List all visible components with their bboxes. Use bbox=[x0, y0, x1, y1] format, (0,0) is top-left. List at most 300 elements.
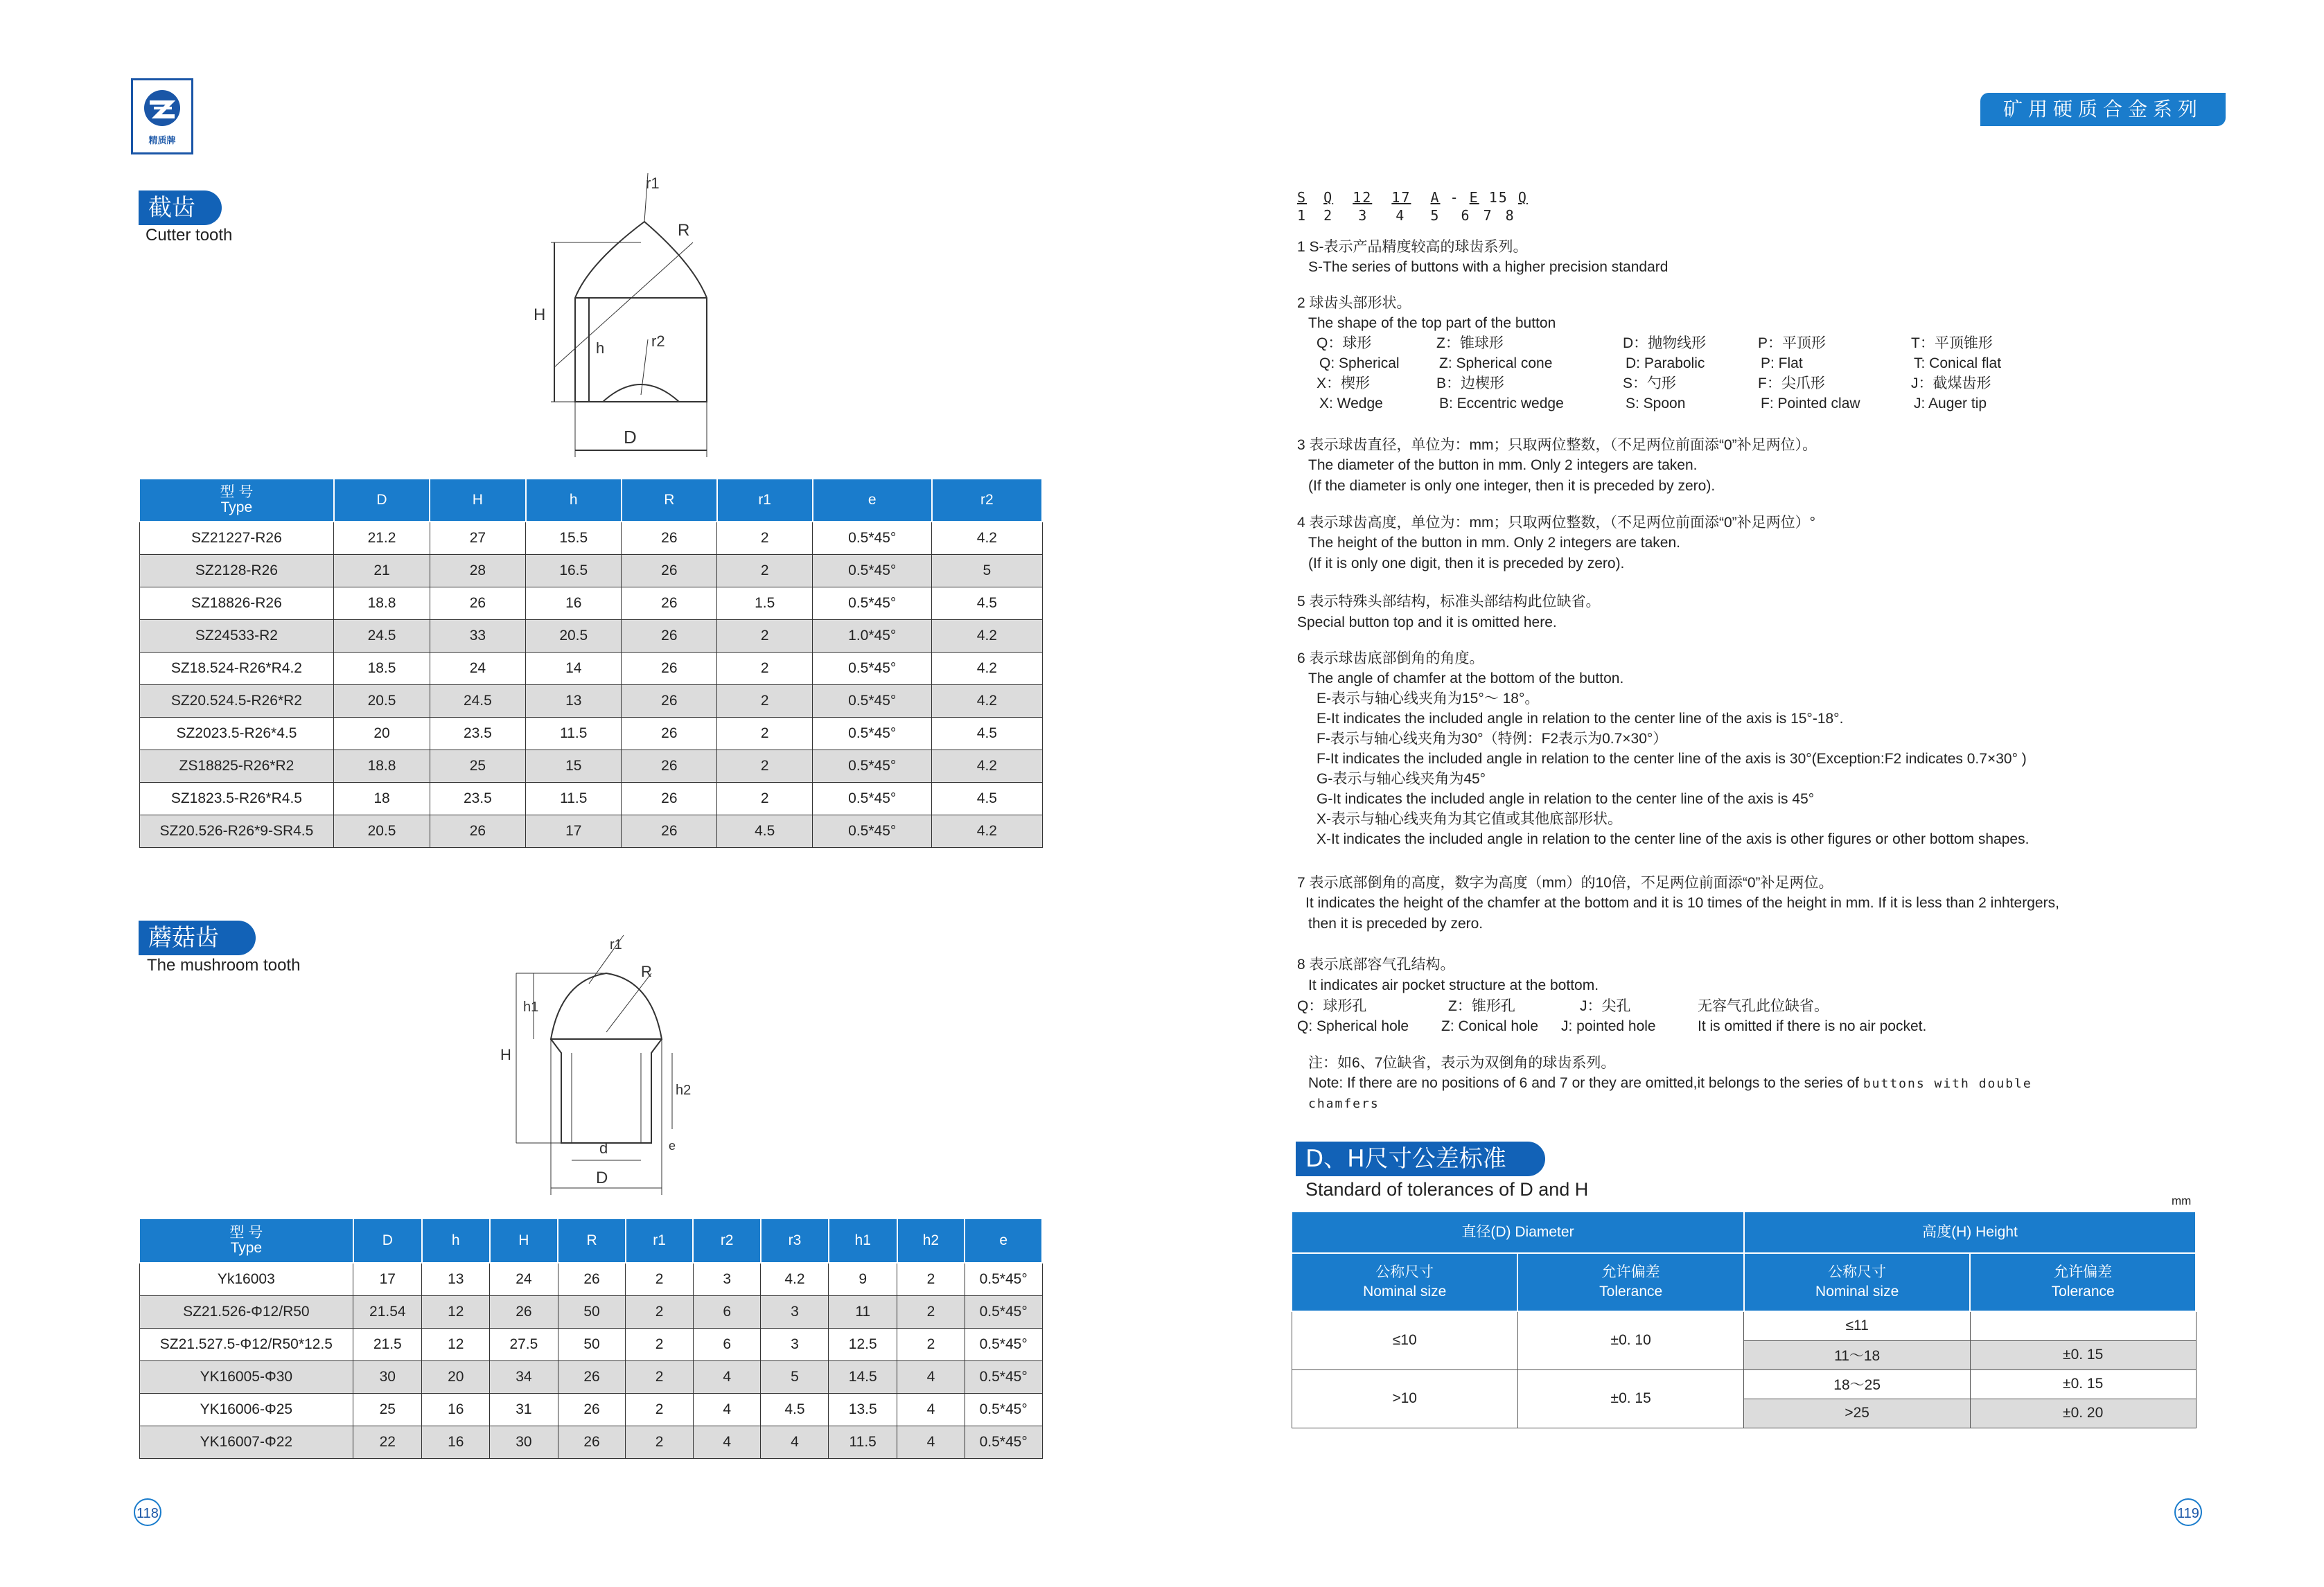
value-cell: 20.5 bbox=[334, 815, 430, 847]
value-cell: 11 bbox=[829, 1295, 897, 1328]
value-cell: 20 bbox=[334, 717, 430, 750]
value-cell: 2 bbox=[897, 1328, 965, 1360]
value-cell: 6 bbox=[693, 1328, 761, 1360]
value-cell: 26 bbox=[558, 1360, 626, 1393]
value-cell: 20.5 bbox=[526, 619, 622, 652]
code-letter-4: 17 bbox=[1391, 189, 1411, 206]
code-digit-2: 2 bbox=[1323, 207, 1334, 224]
table-row bbox=[139, 652, 1042, 684]
note-2-en: The shape of the top part of the button bbox=[1308, 315, 1556, 331]
tol-header-diameter: 直径(D) Diameter bbox=[1292, 1212, 1744, 1253]
value-cell: 4 bbox=[693, 1426, 761, 1458]
mushroom-header-R: R bbox=[558, 1218, 626, 1263]
value-cell: 16.5 bbox=[526, 554, 622, 587]
value-cell: 26 bbox=[490, 1295, 558, 1328]
cutter-label-D: D bbox=[624, 427, 637, 447]
value-cell: 14 bbox=[526, 652, 622, 684]
tol-d-nominal-1: ≤10 bbox=[1292, 1311, 1517, 1369]
type-cell: SZ24533-R2 bbox=[139, 619, 334, 652]
value-cell: 0.5*45° bbox=[965, 1393, 1042, 1426]
table-row bbox=[139, 1393, 1042, 1426]
shape-entry: J: Auger tip bbox=[1914, 396, 1987, 411]
note-remark-en1-text: Note: If there are no positions of 6 and 7 or they are omitted,it belongs to the series of bbox=[1308, 1075, 1859, 1091]
value-cell: 4.5 bbox=[932, 587, 1042, 619]
value-cell: 25 bbox=[430, 750, 525, 782]
value-cell: 2 bbox=[717, 652, 813, 684]
value-cell: 0.5*45° bbox=[813, 684, 932, 717]
value-cell: 0.5*45° bbox=[813, 782, 932, 815]
value-cell: 5 bbox=[761, 1360, 829, 1393]
tol-sub-h-nominal bbox=[1744, 1253, 1970, 1311]
value-cell: 0.5*45° bbox=[965, 1295, 1042, 1328]
value-cell: 17 bbox=[526, 815, 622, 847]
value-cell: 26 bbox=[622, 815, 717, 847]
code-digit-6: 6 bbox=[1461, 207, 1471, 224]
mushroom-label-D: D bbox=[596, 1169, 608, 1187]
hole-q-cn: Q：球形孔 bbox=[1297, 998, 1367, 1014]
value-cell: 2 bbox=[626, 1393, 694, 1426]
mushroom-header-D: D bbox=[353, 1218, 422, 1263]
shape-entry: D: Parabolic bbox=[1626, 355, 1705, 371]
value-cell: 0.5*45° bbox=[965, 1328, 1042, 1360]
tol-h-tolerance-2: ±0. 15 bbox=[1970, 1340, 2196, 1369]
value-cell: 18.5 bbox=[334, 652, 430, 684]
value-cell: 0.5*45° bbox=[813, 815, 932, 847]
tol-sub-h-tolerance-en: Tolerance bbox=[2051, 1284, 2115, 1300]
value-cell: 13 bbox=[526, 684, 622, 717]
value-cell: 3 bbox=[761, 1328, 829, 1360]
note-6-f-en: F-It indicates the included angle in relation to the center line of the axis is 30°(Exception:F2 indicates 0.7×30° ) bbox=[1317, 751, 2027, 767]
brand-logo bbox=[131, 78, 193, 154]
value-cell: 18.8 bbox=[334, 750, 430, 782]
page-number-right: 119 bbox=[2174, 1498, 2202, 1526]
mushroom-header-e: e bbox=[965, 1218, 1042, 1263]
value-cell: 28 bbox=[430, 554, 525, 587]
value-cell: 21.5 bbox=[353, 1328, 422, 1360]
tol-sub-d-tolerance bbox=[1517, 1253, 1744, 1311]
hole-j-cn: J：尖孔 bbox=[1580, 998, 1631, 1014]
mushroom-section-tab: 蘑菇齿 bbox=[139, 921, 256, 955]
value-cell: 12 bbox=[422, 1328, 490, 1360]
value-cell: 4 bbox=[693, 1393, 761, 1426]
mushroom-label-H: H bbox=[500, 1046, 511, 1063]
product-code-digits bbox=[1297, 206, 1515, 224]
tolerance-unit: mm bbox=[2172, 1194, 2192, 1207]
value-cell: 26 bbox=[622, 684, 717, 717]
value-cell: 3 bbox=[693, 1263, 761, 1295]
code-letter-2: Q bbox=[1323, 189, 1334, 206]
tol-sub-h-tolerance-cn: 允许偏差 bbox=[2054, 1264, 2113, 1280]
value-cell: 0.5*45° bbox=[813, 587, 932, 619]
value-cell: 4 bbox=[761, 1426, 829, 1458]
tol-sub-h-tolerance bbox=[1970, 1253, 2196, 1311]
value-cell: 27.5 bbox=[490, 1328, 558, 1360]
type-cell: SZ20.524.5-R26*R2 bbox=[139, 684, 334, 717]
note-7-en2: then it is preceded by zero. bbox=[1308, 916, 1484, 932]
shape-entry: S: Spoon bbox=[1626, 396, 1686, 411]
value-cell: 27 bbox=[430, 522, 525, 554]
tol-sub-d-nominal-en: Nominal size bbox=[1363, 1284, 1447, 1300]
value-cell: 4.5 bbox=[932, 782, 1042, 815]
value-cell: 0.5*45° bbox=[813, 750, 932, 782]
cutter-header-H: H bbox=[430, 479, 525, 522]
value-cell: 13.5 bbox=[829, 1393, 897, 1426]
value-cell: 26 bbox=[622, 554, 717, 587]
value-cell: 20 bbox=[422, 1360, 490, 1393]
type-cell: SZ1823.5-R26*R4.5 bbox=[139, 782, 334, 815]
value-cell: 2 bbox=[717, 782, 813, 815]
value-cell: 26 bbox=[622, 652, 717, 684]
value-cell: 0.5*45° bbox=[965, 1360, 1042, 1393]
mushroom-label-h1: h1 bbox=[523, 1000, 539, 1015]
shape-entry: X: Wedge bbox=[1319, 396, 1383, 411]
note-6-en: The angle of chamfer at the bottom of the button. bbox=[1308, 671, 1624, 686]
type-cell: SZ21.526-Φ12/R50 bbox=[139, 1295, 353, 1328]
tolerance-table bbox=[1291, 1211, 2197, 1428]
tol-sub-d-tolerance-cn: 允许偏差 bbox=[1601, 1264, 1660, 1280]
table-row bbox=[139, 717, 1042, 750]
code-letter-8: Q bbox=[1517, 189, 1528, 206]
shape-entry: Q：球形 bbox=[1317, 335, 1372, 351]
tolerance-section-tab: D、H尺寸公差标准 bbox=[1296, 1142, 1545, 1176]
tol-h-tolerance-4: ±0. 20 bbox=[1970, 1399, 2196, 1428]
page-number-left: 118 bbox=[134, 1498, 161, 1526]
value-cell: 30 bbox=[353, 1360, 422, 1393]
value-cell: 18.8 bbox=[334, 587, 430, 619]
note-6-e-en: E-It indicates the included angle in relation to the center line of the axis is 15°-18°. bbox=[1317, 711, 1844, 727]
value-cell: 50 bbox=[558, 1328, 626, 1360]
shape-entry: J：截煤齿形 bbox=[1911, 375, 1991, 391]
tol-d-tolerance-2: ±0. 15 bbox=[1517, 1369, 1744, 1428]
table-row bbox=[139, 684, 1042, 717]
type-cell: YK16005-Φ30 bbox=[139, 1360, 353, 1393]
table-row bbox=[139, 1328, 1042, 1360]
code-digit-8: 8 bbox=[1505, 207, 1515, 224]
type-cell: SZ18826-R26 bbox=[139, 587, 334, 619]
type-cell: SZ2023.5-R26*4.5 bbox=[139, 717, 334, 750]
logo-caption: 精质牌 bbox=[148, 135, 176, 145]
shape-entry: Z: Spherical cone bbox=[1439, 355, 1553, 371]
code-letter-6: E bbox=[1469, 189, 1479, 206]
type-cell: Yk16003 bbox=[139, 1263, 353, 1295]
cutter-label-R: R bbox=[678, 221, 690, 240]
tol-h-tolerance-1 bbox=[1970, 1311, 2196, 1340]
shape-entry: B：边楔形 bbox=[1436, 375, 1505, 391]
mushroom-header-h2: h2 bbox=[897, 1218, 965, 1263]
note-4-en1: The height of the button in mm. Only 2 integers are taken. bbox=[1308, 535, 1680, 551]
mushroom-header-r2: r2 bbox=[693, 1218, 761, 1263]
value-cell: 26 bbox=[430, 815, 525, 847]
value-cell: 4 bbox=[693, 1360, 761, 1393]
cutter-header-type-en: Type bbox=[220, 499, 253, 515]
value-cell: 26 bbox=[622, 717, 717, 750]
value-cell: 14.5 bbox=[829, 1360, 897, 1393]
note-6-x-cn: X-表示与轴心线夹角为其它值或其他底部形状。 bbox=[1317, 811, 1622, 827]
note-4-cn: 4 表示球齿高度，单位为：mm；只取两位整数，（不足两位前面添“0”补足两位）° bbox=[1297, 515, 1816, 531]
tol-h-nominal-2: 11～18 bbox=[1744, 1340, 1970, 1369]
value-cell: 16 bbox=[422, 1393, 490, 1426]
note-7-cn: 7 表示底部倒角的高度，数字为高度（mm）的10倍，不足两位前面添“0”补足两位。 bbox=[1297, 875, 1833, 891]
tol-h-nominal-4: >25 bbox=[1744, 1399, 1970, 1428]
note-remark-en2: chamfers bbox=[1308, 1097, 1380, 1111]
value-cell: 2 bbox=[717, 750, 813, 782]
code-digit-3: 3 bbox=[1358, 207, 1368, 224]
value-cell: 16 bbox=[526, 587, 622, 619]
mushroom-header-h: h bbox=[422, 1218, 490, 1263]
code-digit-1: 1 bbox=[1297, 207, 1308, 224]
type-cell: ZS18825-R26*R2 bbox=[139, 750, 334, 782]
value-cell: 24.5 bbox=[334, 619, 430, 652]
tol-h-tolerance-3: ±0. 15 bbox=[1970, 1369, 2196, 1399]
note-1-cn: 1 S-表示产品精度较高的球齿系列。 bbox=[1297, 239, 1528, 255]
value-cell: 26 bbox=[558, 1393, 626, 1426]
type-cell: YK16006-Φ25 bbox=[139, 1393, 353, 1426]
value-cell: 24 bbox=[490, 1263, 558, 1295]
note-3-cn: 3 表示球齿直径，单位为：mm；只取两位整数，（不足两位前面添“0”补足两位）。 bbox=[1297, 437, 1817, 453]
cutter-spec-table bbox=[139, 478, 1043, 848]
note-3-en2: (If the diameter is only one integer, then it is preceded by zero). bbox=[1308, 478, 1716, 494]
cutter-label-r1: r1 bbox=[646, 175, 660, 192]
code-digit-7: 7 bbox=[1483, 207, 1493, 224]
value-cell: 4.2 bbox=[761, 1263, 829, 1295]
value-cell: 34 bbox=[490, 1360, 558, 1393]
type-cell: SZ21227-R26 bbox=[139, 522, 334, 554]
value-cell: 0.5*45° bbox=[965, 1426, 1042, 1458]
cutter-header-r1: r1 bbox=[717, 479, 813, 522]
cutter-section-tab: 截齿 bbox=[139, 190, 222, 225]
value-cell: 26 bbox=[622, 782, 717, 815]
value-cell: 4.2 bbox=[932, 619, 1042, 652]
note-5-en: Special button top and it is omitted here. bbox=[1297, 614, 1557, 630]
value-cell: 21.2 bbox=[334, 522, 430, 554]
note-8-cn: 8 表示底部容气孔结构。 bbox=[1297, 957, 1455, 973]
type-cell: SZ20.526-R26*9-SR4.5 bbox=[139, 815, 334, 847]
value-cell: 3 bbox=[761, 1295, 829, 1328]
value-cell: 11.5 bbox=[829, 1426, 897, 1458]
value-cell: 15.5 bbox=[526, 522, 622, 554]
table-row bbox=[139, 815, 1042, 847]
hole-z-en: Z: Conical hole bbox=[1441, 1018, 1539, 1034]
note-7-en1: It indicates the height of the chamfer at the bottom and it is 10 times of the height in mm. If it is less than 2 inhtergers, bbox=[1305, 895, 2059, 911]
code-letter-dash: - bbox=[1450, 189, 1460, 206]
hole-z-cn: Z：锥形孔 bbox=[1448, 998, 1515, 1014]
tol-sub-h-nominal-en: Nominal size bbox=[1815, 1284, 1899, 1300]
cutter-tooth-diagram bbox=[485, 159, 721, 464]
logo-mark-icon bbox=[140, 87, 184, 129]
type-cell: SZ21.527.5-Φ12/R50*12.5 bbox=[139, 1328, 353, 1360]
cutter-header-R: R bbox=[622, 479, 717, 522]
shape-entry: S：勺形 bbox=[1623, 375, 1677, 391]
table-row bbox=[139, 1295, 1042, 1328]
value-cell: 11.5 bbox=[526, 717, 622, 750]
value-cell: 0.5*45° bbox=[813, 652, 932, 684]
value-cell: 2 bbox=[626, 1295, 694, 1328]
value-cell: 5 bbox=[932, 554, 1042, 587]
value-cell: 4.2 bbox=[932, 684, 1042, 717]
value-cell: 2 bbox=[897, 1263, 965, 1295]
cutter-header-r2: r2 bbox=[932, 479, 1042, 522]
table-row bbox=[139, 1426, 1042, 1458]
hole-q-en: Q: Spherical hole bbox=[1297, 1018, 1409, 1034]
note-6-g-cn: G-表示与轴心线夹角为45° bbox=[1317, 771, 1486, 787]
mushroom-label-d: d bbox=[599, 1140, 608, 1157]
note-1-en: S-The series of buttons with a higher precision standard bbox=[1308, 259, 1669, 275]
note-6-f-cn: F-表示与轴心线夹角为30°（特例：F2表示为0.7×30°） bbox=[1317, 731, 1668, 747]
value-cell: 23.5 bbox=[430, 782, 525, 815]
value-cell: 18 bbox=[334, 782, 430, 815]
value-cell: 26 bbox=[558, 1263, 626, 1295]
mushroom-header-r3: r3 bbox=[761, 1218, 829, 1263]
value-cell: 50 bbox=[558, 1295, 626, 1328]
value-cell: 22 bbox=[353, 1426, 422, 1458]
cutter-section-subtitle: Cutter tooth bbox=[146, 226, 233, 245]
value-cell: 4.2 bbox=[932, 652, 1042, 684]
value-cell: 4.5 bbox=[717, 815, 813, 847]
code-digit-4: 4 bbox=[1396, 207, 1406, 224]
shape-entry: F：尖爪形 bbox=[1758, 375, 1825, 391]
table-row bbox=[139, 750, 1042, 782]
tol-d-nominal-2: >10 bbox=[1292, 1369, 1517, 1428]
note-5-cn: 5 表示特殊头部结构，标准头部结构此位缺省。 bbox=[1297, 594, 1601, 610]
value-cell: 4 bbox=[897, 1360, 965, 1393]
hole-j-en: J: pointed hole bbox=[1561, 1018, 1656, 1034]
hole-none-en: It is omitted if there is no air pocket. bbox=[1698, 1018, 1927, 1034]
value-cell: 2 bbox=[626, 1426, 694, 1458]
value-cell: 25 bbox=[353, 1393, 422, 1426]
value-cell: 4.5 bbox=[932, 717, 1042, 750]
code-letter-7: 15 bbox=[1488, 189, 1508, 206]
table-row bbox=[139, 1263, 1042, 1295]
value-cell: 4.2 bbox=[932, 815, 1042, 847]
tolerance-section-subtitle: Standard of tolerances of D and H bbox=[1305, 1179, 1589, 1200]
value-cell: 2 bbox=[626, 1263, 694, 1295]
note-2-cn: 2 球齿头部形状。 bbox=[1297, 295, 1411, 311]
code-letter-5: A bbox=[1430, 189, 1441, 206]
value-cell: 26 bbox=[622, 522, 717, 554]
shape-entry: F: Pointed claw bbox=[1761, 396, 1860, 411]
table-row bbox=[139, 587, 1042, 619]
table-row bbox=[139, 554, 1042, 587]
value-cell: 0.5*45° bbox=[965, 1263, 1042, 1295]
shape-entry: T: Conical flat bbox=[1914, 355, 2002, 371]
value-cell: 2 bbox=[717, 554, 813, 587]
shape-entry: T：平顶锥形 bbox=[1911, 335, 1993, 351]
hole-none-cn: 无容气孔此位缺省。 bbox=[1698, 998, 1829, 1014]
shape-entry: Q: Spherical bbox=[1319, 355, 1400, 371]
value-cell: 17 bbox=[353, 1263, 422, 1295]
tol-header-height: 高度(H) Height bbox=[1744, 1212, 2196, 1253]
value-cell: 26 bbox=[558, 1426, 626, 1458]
mushroom-header-type-en: Type bbox=[230, 1240, 263, 1256]
value-cell: 1.0*45° bbox=[813, 619, 932, 652]
tol-sub-d-tolerance-en: Tolerance bbox=[1599, 1284, 1663, 1300]
value-cell: 4.2 bbox=[932, 522, 1042, 554]
shape-entry: P：平顶形 bbox=[1758, 335, 1826, 351]
value-cell: 20.5 bbox=[334, 684, 430, 717]
mushroom-label-R: R bbox=[641, 963, 652, 980]
value-cell: 2 bbox=[717, 717, 813, 750]
note-remark-en1-mono: buttons with double bbox=[1863, 1076, 2032, 1091]
cutter-header-type bbox=[139, 479, 334, 522]
value-cell: 12 bbox=[422, 1295, 490, 1328]
table-row bbox=[139, 619, 1042, 652]
cutter-header-e: e bbox=[813, 479, 932, 522]
value-cell: 30 bbox=[490, 1426, 558, 1458]
type-cell: YK16007-Φ22 bbox=[139, 1426, 353, 1458]
note-4-en2: (If it is only one digit, then it is preceded by zero). bbox=[1308, 556, 1625, 571]
value-cell: 1.5 bbox=[717, 587, 813, 619]
code-letter-3: 12 bbox=[1353, 189, 1373, 206]
mushroom-header-r1: r1 bbox=[626, 1218, 694, 1263]
value-cell: 26 bbox=[622, 750, 717, 782]
tol-h-nominal-1: ≤11 bbox=[1744, 1311, 1970, 1340]
note-remark-cn: 注：如6、7位缺省，表示为双倒角的球齿系列。 bbox=[1308, 1055, 1616, 1071]
value-cell: 24.5 bbox=[430, 684, 525, 717]
code-digit-5: 5 bbox=[1430, 207, 1441, 224]
shape-entry: B: Eccentric wedge bbox=[1439, 396, 1564, 411]
shape-entry: D：抛物线形 bbox=[1623, 335, 1707, 351]
tol-d-tolerance-1: ±0. 10 bbox=[1517, 1311, 1744, 1369]
value-cell: 23.5 bbox=[430, 717, 525, 750]
note-6-e-cn: E-表示与轴心线夹角为15°～ 18°。 bbox=[1317, 691, 1540, 707]
mushroom-label-h2: h2 bbox=[676, 1083, 692, 1098]
mushroom-header-H: H bbox=[490, 1218, 558, 1263]
note-3-en1: The diameter of the button in mm. Only 2 integers are taken. bbox=[1308, 457, 1698, 473]
shape-entry: X：楔形 bbox=[1317, 375, 1371, 391]
cutter-header-type-cn: 型 号 bbox=[220, 484, 254, 500]
value-cell: 4.2 bbox=[932, 750, 1042, 782]
value-cell: 15 bbox=[526, 750, 622, 782]
type-cell: SZ18.524-R26*R4.2 bbox=[139, 652, 334, 684]
value-cell: 4.5 bbox=[761, 1393, 829, 1426]
series-badge: 矿用硬质合金系列 bbox=[1980, 93, 2226, 126]
value-cell: 26 bbox=[622, 619, 717, 652]
note-6-g-en: G-It indicates the included angle in relation to the center line of the axis is 45° bbox=[1317, 791, 1815, 807]
cutter-label-r2: r2 bbox=[651, 333, 665, 350]
product-code-letters bbox=[1297, 188, 1528, 206]
value-cell: 0.5*45° bbox=[813, 554, 932, 587]
note-8-en: It indicates air pocket structure at the bottom. bbox=[1308, 977, 1599, 993]
value-cell: 13 bbox=[422, 1263, 490, 1295]
value-cell: 0.5*45° bbox=[813, 522, 932, 554]
table-row bbox=[139, 522, 1042, 554]
value-cell: 2 bbox=[626, 1360, 694, 1393]
cutter-label-H: H bbox=[534, 305, 546, 324]
tol-sub-d-nominal bbox=[1292, 1253, 1517, 1311]
value-cell: 6 bbox=[693, 1295, 761, 1328]
mushroom-header-type bbox=[139, 1218, 353, 1263]
mushroom-section-subtitle: The mushroom tooth bbox=[147, 956, 301, 975]
mushroom-label-r1: r1 bbox=[610, 937, 622, 952]
mushroom-label-e: e bbox=[669, 1139, 676, 1153]
value-cell: 21 bbox=[334, 554, 430, 587]
value-cell: 26 bbox=[622, 587, 717, 619]
note-6-x-en: X-It indicates the included angle in relation to the center line of the axis is other figures or other bottom shapes. bbox=[1317, 831, 2030, 847]
value-cell: 24 bbox=[430, 652, 525, 684]
mushroom-spec-table bbox=[139, 1218, 1043, 1459]
tol-sub-d-nominal-cn: 公称尺寸 bbox=[1375, 1264, 1434, 1280]
value-cell: 12.5 bbox=[829, 1328, 897, 1360]
cutter-header-h: h bbox=[526, 479, 622, 522]
mushroom-header-h1: h1 bbox=[829, 1218, 897, 1263]
tol-h-nominal-3: 18～25 bbox=[1744, 1369, 1970, 1399]
cutter-header-D: D bbox=[334, 479, 430, 522]
shape-entry: P: Flat bbox=[1761, 355, 1803, 371]
value-cell: 4 bbox=[897, 1393, 965, 1426]
code-letter-1: S bbox=[1297, 189, 1308, 206]
value-cell: 31 bbox=[490, 1393, 558, 1426]
value-cell: 4 bbox=[897, 1426, 965, 1458]
